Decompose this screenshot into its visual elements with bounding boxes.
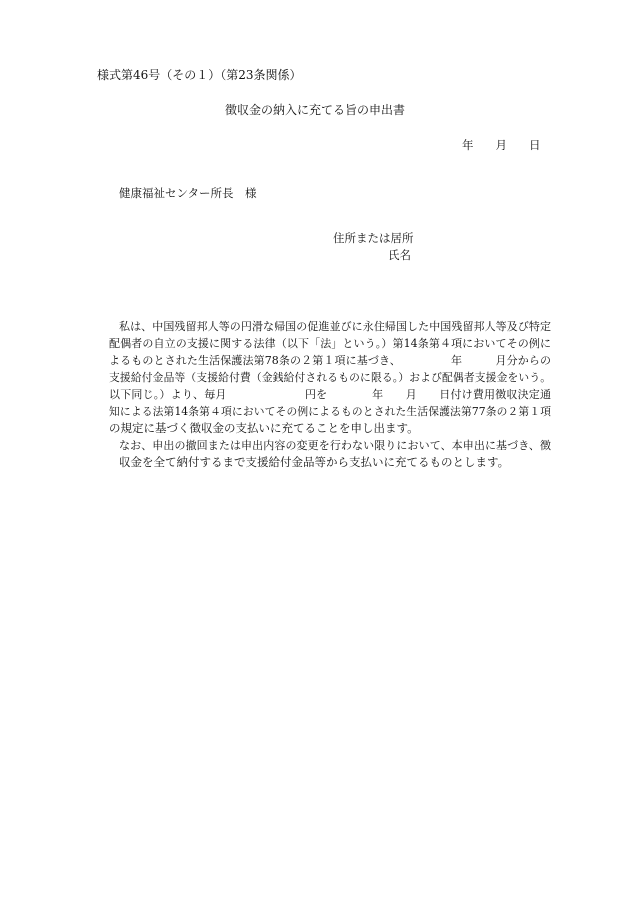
body-line: の規定に基づく徴収金の支払いに充てることを申し出ます。 <box>109 421 419 435</box>
body-line: なお、申出の撤回または申出内容の変更を行わない限りにおいて、本申出に基づき、徴 <box>119 439 551 452</box>
date-day-label: 日 <box>529 138 541 152</box>
date-year-label: 年 <box>462 138 474 152</box>
address-label: 住所または居所 <box>333 231 414 245</box>
body-line: 以下同じ。）より、毎月 円を 年 月 日付け費用徴収決定通 <box>109 388 551 401</box>
date-line <box>462 137 541 153</box>
body-line: 知による法第14条第４項においてその例によるものとされた生活保護法第77条の２第１項 <box>109 405 551 418</box>
body-line: 支援給付金品等（支援給付費（金銭給付されるものに限る。）および配偶者支援金をいう。 <box>109 371 551 384</box>
date-month-label: 月 <box>495 138 507 152</box>
body-line: 私は、中国残留邦人等の円滑な帰国の促進並びに永住帰国した中国残留邦人等及び特定 <box>119 320 551 333</box>
body-line: よるものとされた生活保護法第78条の２第１項に基づき、 年 月分からの <box>109 354 551 367</box>
body-line: 収金を全て納付するまで支援給付金品等から支払いに充てるものとします。 <box>119 455 510 469</box>
form-number: 様式第46号（その１）（第23条関係） <box>97 68 302 82</box>
recipient: 健康福祉センター所長 様 <box>119 186 257 200</box>
body-text <box>109 318 551 471</box>
body-line: 配偶者の自立の支援に関する法律（以下「法」という。）第14条第４項においてその例に <box>109 337 551 350</box>
document-title: 徴収金の納入に充てる旨の申出書 <box>224 103 405 117</box>
name-label: 氏名 <box>388 248 411 262</box>
